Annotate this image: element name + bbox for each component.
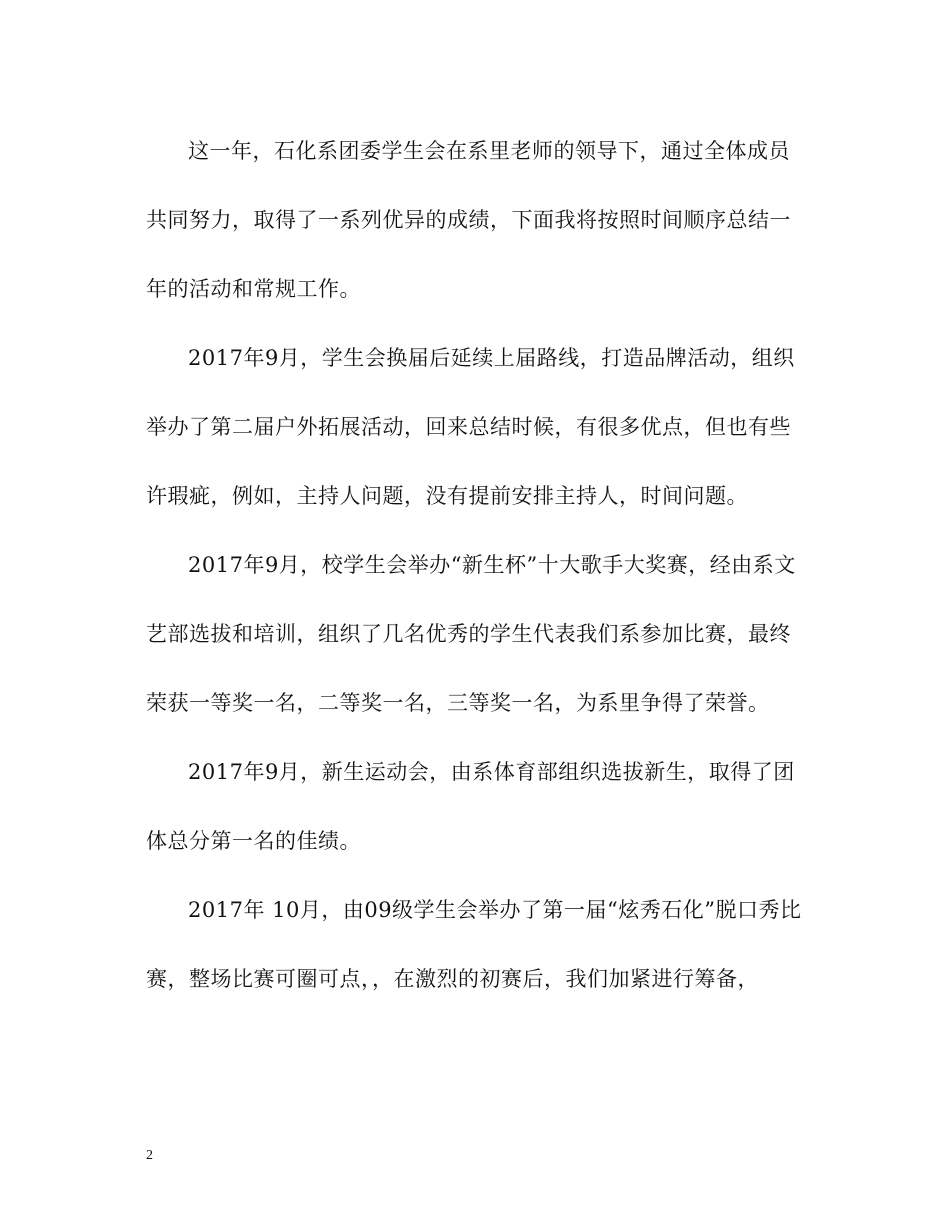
page-number: 2 bbox=[146, 1148, 153, 1163]
paragraph-singing-contest: 2017年9月，校学生会举办“新生杯”十大歌手大奖赛，经由系文艺部选拔和培训，组织了几名优秀的学生代表我们系参加比赛，最终荣获一等奖一名，二等奖一名，三等奖一名，为系里争得了荣誉。 bbox=[146, 553, 796, 715]
paragraph-outdoor-activity: 2017年9月，学生会换届后延续上届路线，打造品牌活动，组织举办了第二届户外拓展活动，回来总结时候，有很多优点，但也有些许瑕疵，例如，主持人问题，没有提前安排主持人，时间问题。 bbox=[146, 346, 795, 508]
paragraph-summary-intro: 这一年，石化系团委学生会在系里老师的领导下，通过全体成员共同努力，取得了一系列优异的成绩，下面我将按照时间顺序总结一年的活动和常规工作。 bbox=[146, 139, 791, 301]
paragraph-talk-show: 2017年 10月，由09级学生会举办了第一届“炫秀石化”脱口秀比赛，整场比赛可圈可点，，在激烈的初赛后，我们加紧进行筹备， bbox=[146, 898, 802, 991]
paragraph-sports-meet: 2017年9月，新生运动会，由系体育部组织选拔新生，取得了团体总分第一名的佳绩。 bbox=[146, 760, 795, 853]
document-body bbox=[146, 117, 806, 1014]
